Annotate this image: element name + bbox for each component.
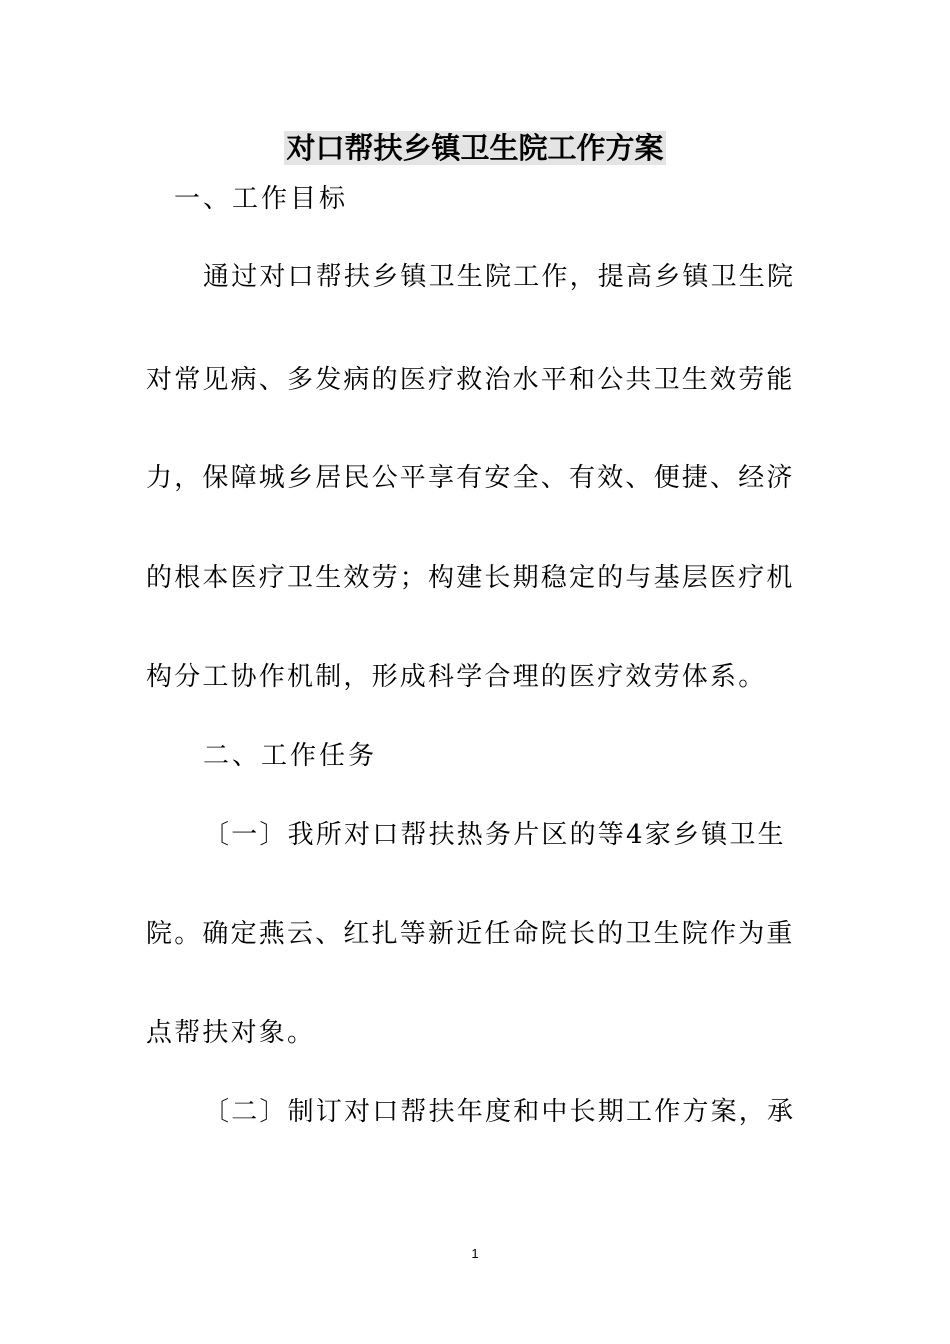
section-heading-goals: 一、工作目标 bbox=[174, 184, 349, 214]
paragraph-line: 点帮扶对象。 bbox=[146, 1018, 316, 1048]
paragraph-line: 对常见病、多发病的医疗救治水平和公共卫生效劳能 bbox=[146, 365, 795, 395]
paragraph-line: 力，保障城乡居民公平享有安全、有效、便捷、经济 bbox=[146, 463, 795, 493]
paragraph-line: 〔一〕我所对口帮扶热务片区的等4家乡镇卫生 bbox=[203, 820, 786, 850]
paragraph-line: 的根本医疗卫生效劳；构建长期稳定的与基层医疗机 bbox=[146, 563, 795, 593]
paragraph-line: 〔二〕制订对口帮扶年度和中长期工作方案，承 bbox=[203, 1097, 796, 1127]
paragraph-line: 院。确定燕云、红扎等新近任命院长的卫生院作为重 bbox=[146, 919, 795, 949]
page-number: 1 bbox=[471, 1246, 479, 1261]
paragraph-line: 通过对口帮扶乡镇卫生院工作，提高乡镇卫生院 bbox=[203, 262, 796, 292]
section-heading-tasks: 二、工作任务 bbox=[203, 741, 378, 771]
paragraph-line: 构分工协作机制，形成科学合理的医疗效劳体系。 bbox=[146, 662, 767, 692]
document-title-text: 对口帮扶乡镇卫生院工作方案 bbox=[286, 131, 664, 165]
document-title bbox=[0, 128, 950, 168]
